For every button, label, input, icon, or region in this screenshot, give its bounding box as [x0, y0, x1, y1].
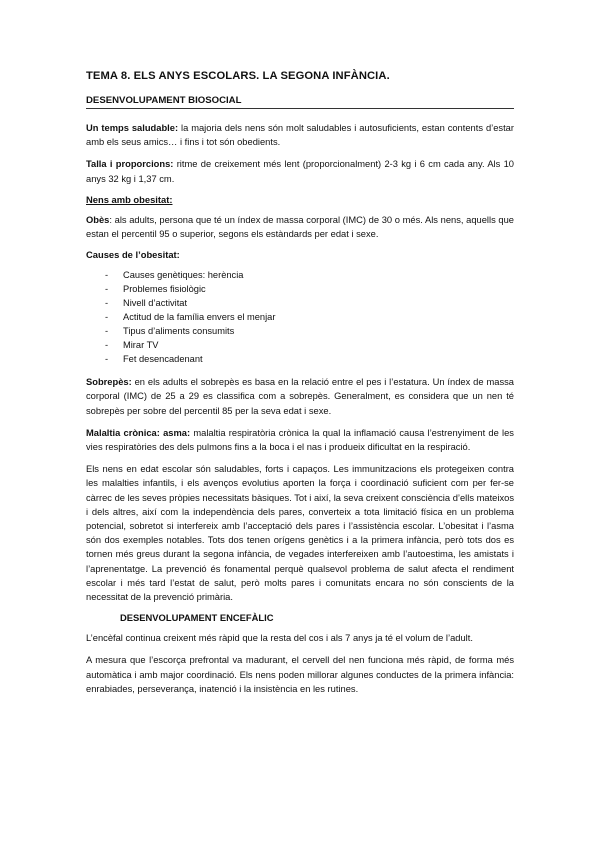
paragraph-malaltia	[86, 426, 514, 454]
paragraph-talla	[86, 157, 514, 185]
list-item: - Nivell d’activitat	[105, 296, 514, 310]
list-item: - Tipus d’aliments consumits	[105, 324, 514, 338]
paragraph-nens-edat-escolar: Els nens en edat escolar són saludables, forts i capaços. Les immunitzacions els protegeixen contra les malalties infantils, i els avenços evolutius aporten la força i coordinació suficient com per fer-se càrrec de les seves pròpies necessitats bàsiques. Tot i així, la seva creixent consciència d’ells mateixos i dels altres, així com la independència dels pares, converteix a tota limitació física en un problema potencial, sobretot si interfereix amb l’acceptació dels pares i l’assistència escolar. L’obesitat i l’asma són dos exemples notables. Tots dos tenen orígens genètics i a la primera infància, però tots dos es tornen més greus durant la segona infància, de vegades interfereixen amb l’autoestima, les amistats i l’aprenentatge. La prevenció és fonamental perquè qualsevol problema de salut afecta el rendiment escolar i més tard l’estat de salut, però molts pares i comunitats encara no són conscients de la necessitat de la prevenció primària.	[86, 464, 514, 603]
paragraph-sobrepes	[86, 375, 514, 418]
paragraph-obes	[86, 213, 514, 241]
subheading-causes: Causes de l’obesitat:	[86, 249, 180, 261]
section-heading-encefalic: DESENVOLUPAMENT ENCEFÀLIC	[120, 612, 274, 624]
document-title: TEMA 8. ELS ANYS ESCOLARS. LA SEGONA INFÀNCIA.	[86, 70, 390, 82]
paragraph-encefal: L’encèfal continua creixent més ràpid que la resta del cos i als 7 anys ja té el volum de l’adult.	[86, 633, 473, 644]
list-item: - Causes genètiques: herència	[105, 268, 514, 282]
causes-list	[86, 268, 514, 366]
list-item: - Mirar TV	[105, 338, 514, 352]
document-page	[86, 70, 514, 704]
paragraph-temps-saludable	[86, 121, 514, 149]
text-talla: ritme de creixement més lent (proporcionalment) 2-3 kg i 6 cm cada any. Als 10 anys 32 kg i 1,37 cm.	[86, 159, 514, 184]
term-temps-saludable: Un temps saludable:	[86, 123, 179, 133]
term-sobrepes: Sobrepès:	[86, 377, 132, 388]
text-malaltia: malaltia respiratòria crònica la qual la inflamació causa l’estrenyiment de les vies respiratòries des dels pulmons fins a la boca i el nas i produeix dificultat en la respiració.	[86, 427, 514, 453]
subheading-nens-obesitat: Nens amb obesitat:	[86, 193, 173, 205]
term-obes: Obès	[86, 214, 110, 225]
section-heading-biosocial: DESENVOLUPAMENT BIOSOCIAL	[86, 95, 514, 109]
list-item: - Fet desencadenant	[105, 352, 514, 366]
term-malaltia: Malaltia crònica: asma:	[86, 427, 191, 438]
list-item: - Actitud de la família envers el menjar	[105, 310, 514, 324]
text-obes: : als adults, persona que té un índex de massa corporal (IMC) de 30 o més. Als nens, aquells que estan el percentil 95 o superior, segons els estàndards per edat i sexe.	[86, 214, 514, 240]
list-item: - Problemes fisiològic	[105, 282, 514, 296]
paragraph-escorca: A mesura que l’escorça prefrontal va madurant, el cervell del nen funciona més ràpid, de forma més automàtica i amb major coordinació. Els nens poden millorar algunes conductes de la primera infància: enrabiades, perseverança, inatenció i la insistència en les rutines.	[86, 655, 514, 694]
text-temps-saludable: la majoria dels nens són molt saludables i autosuficients, estan contents d’estar amb els seus amics… i fins i tot són obedients.	[86, 123, 514, 148]
text-sobrepes: en els adults el sobrepès es basa en la relació entre el pes i l’estatura. Un índex de massa corporal (IMC) de 25 a 29 es classifica com a sobrepès. Generalment, es considera que un nen té sobrepès per sobre del percentil 85 per la seva edat i sexe.	[86, 377, 514, 416]
term-talla: Talla i proporcions:	[86, 159, 174, 170]
